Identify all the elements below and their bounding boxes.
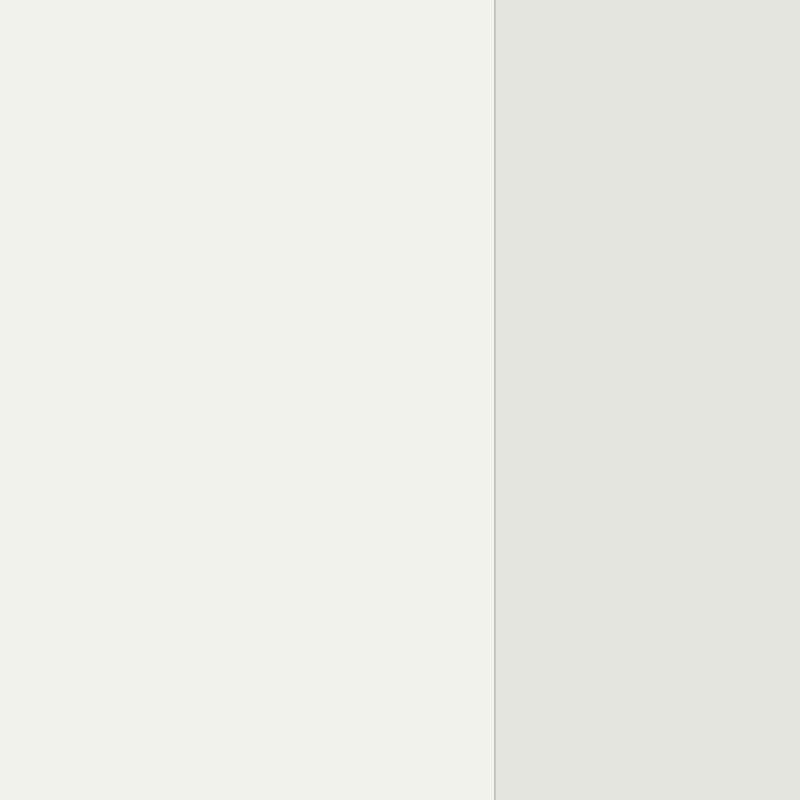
right-page — [496, 0, 800, 800]
